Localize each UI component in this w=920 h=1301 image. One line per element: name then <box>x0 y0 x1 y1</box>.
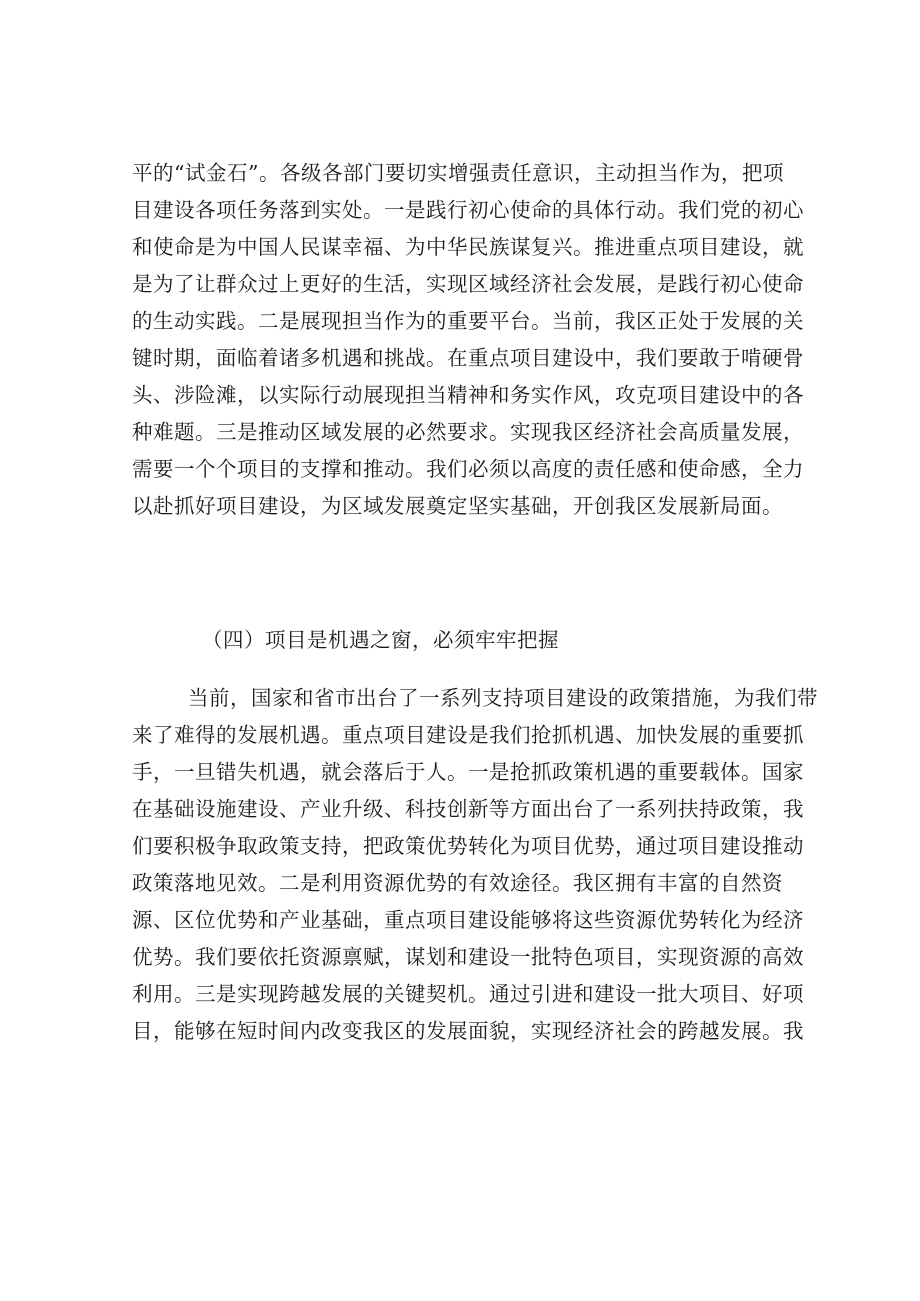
paragraph-line: 在基础设施建设、产业升级、科技创新等方面出台了一系列扶持政策，我 <box>132 797 804 821</box>
paragraph-line: 和使命是为中国人民谋幸福、为中华民族谋复兴。推进重点项目建设，就 <box>132 235 804 259</box>
paragraph-line: 手，一旦错失机遇，就会落后于人。一是抢抓政策机遇的重要载体。国家 <box>132 760 804 784</box>
paragraph-line: 的生动实践。二是展现担当作为的重要平台。当前，我区正处于发展的关 <box>132 309 804 333</box>
paragraph-line: 种难题。三是推动区域发展的必然要求。实现我区经济社会高质量发展， <box>132 420 804 444</box>
paragraph-line: 头、涉险滩，以实际行动展现担当精神和务实作风，攻克项目建设中的各 <box>132 383 804 407</box>
paragraph-line: 需要一个个项目的支撑和推动。我们必须以高度的责任感和使命感，全力 <box>132 457 804 481</box>
paragraph-line: 来了难得的发展机遇。重点项目建设是我们抢抓机遇、加快发展的重要抓 <box>132 723 804 747</box>
paragraph-line: 当前，国家和省市出台了一系列支持项目建设的政策措施，为我们带 <box>188 686 818 710</box>
section-heading: （四）项目是机遇之窗，必须牢牢把握 <box>202 628 559 652</box>
paragraph-line: 利用。三是实现跨越发展的关键契机。通过引进和建设一批大项目、好项 <box>132 982 804 1006</box>
paragraph-line: 是为了让群众过上更好的生活，实现区域经济社会发展，是践行初心使命 <box>132 272 804 296</box>
paragraph-line: 目建设各项任务落到实处。一是践行初心使命的具体行动。我们党的初心 <box>132 198 804 222</box>
paragraph-1 <box>132 155 804 525</box>
paragraph-line: 平的“试金石”。各级各部门要切实增强责任意识，主动担当作为，把项 <box>132 161 784 185</box>
paragraph-line: 们要积极争取政策支持，把政策优势转化为项目优势，通过项目建设推动 <box>132 834 804 858</box>
paragraph-line: 目，能够在短时间内改变我区的发展面貌，实现经济社会的跨越发展。我 <box>132 1019 804 1043</box>
paragraph-line: 以赴抓好项目建设，为区域发展奠定坚实基础，开创我区发展新局面。 <box>132 494 783 518</box>
paragraph-line: 源、区位优势和产业基础，重点项目建设能够将这些资源优势转化为经济 <box>132 908 804 932</box>
paragraph-line: 政策落地见效。二是利用资源优势的有效途径。我区拥有丰富的自然资 <box>132 871 783 895</box>
paragraph-2 <box>132 680 818 1050</box>
paragraph-line: 优势。我们要依托资源禀赋，谋划和建设一批特色项目，实现资源的高效 <box>132 945 804 969</box>
paragraph-line: 键时期，面临着诸多机遇和挑战。在重点项目建设中，我们要敢于啃硬骨 <box>132 346 804 370</box>
